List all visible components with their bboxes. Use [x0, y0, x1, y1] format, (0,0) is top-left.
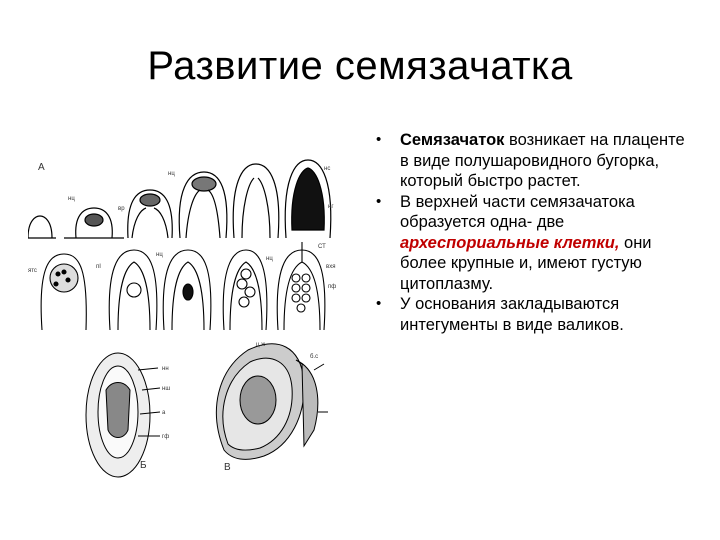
- svg-text:вхя: вхя: [326, 264, 336, 270]
- bullet-dot: •: [376, 131, 382, 148]
- bullet-2-text-after: они более крупные и, имеют густую цитоплазму.: [400, 233, 652, 293]
- bullet-3-text: У основания закладываются интегументы в виде валиков.: [400, 295, 624, 334]
- ovule-development-figure: [28, 150, 348, 480]
- bullet-1-bold-lead: Семязачаток: [400, 131, 505, 149]
- svg-text:нц: нц: [156, 252, 163, 258]
- svg-text:вр: вр: [118, 206, 125, 212]
- bullet-item-2: [368, 192, 698, 295]
- bullet-dot: •: [376, 295, 382, 312]
- panel-b-ovule: [86, 353, 160, 477]
- svg-text:нц: нц: [266, 256, 273, 262]
- svg-text:а: а: [162, 410, 166, 416]
- svg-text:б.с: б.с: [310, 354, 319, 360]
- panel-v-label: В: [224, 462, 231, 473]
- bullet-item-3: [368, 294, 698, 335]
- svg-text:СТ: СТ: [318, 244, 326, 250]
- svg-text:пI: пI: [96, 264, 101, 270]
- svg-text:нц: нц: [68, 196, 75, 202]
- bullet-item-1: [368, 130, 698, 192]
- panel-a-label: А: [38, 162, 45, 173]
- row-2-stages: [41, 242, 325, 330]
- svg-text:нн: нн: [162, 366, 169, 372]
- bullet-1-text: возникает на плаценте в виде полушаровидного бугорка, который быстро растет.: [400, 131, 685, 190]
- panel-v-nucellus: [216, 344, 328, 460]
- svg-text:гф: гф: [162, 434, 170, 440]
- panel-b-leader-labels: [162, 366, 170, 440]
- bullet-list: [368, 130, 698, 335]
- svg-text:нс: нс: [324, 166, 331, 172]
- svg-text:нц: нц: [168, 171, 175, 177]
- svg-text:ц.ж: ц.ж: [256, 342, 266, 348]
- bullet-2-text-before: В верхней части семязачатока образуется одна- две: [400, 192, 635, 231]
- svg-text:пф: пф: [328, 284, 337, 290]
- slide-title: Развитие семязачатка: [147, 44, 573, 88]
- svg-text:нш: нш: [162, 386, 171, 392]
- bullet-dot: •: [376, 192, 382, 210]
- svg-text:ятс: ятс: [28, 268, 37, 274]
- svg-text:нг: нг: [328, 204, 334, 210]
- panel-b-label: Б: [140, 460, 147, 471]
- bullet-2-highlight: археспориальные клетки,: [400, 233, 620, 252]
